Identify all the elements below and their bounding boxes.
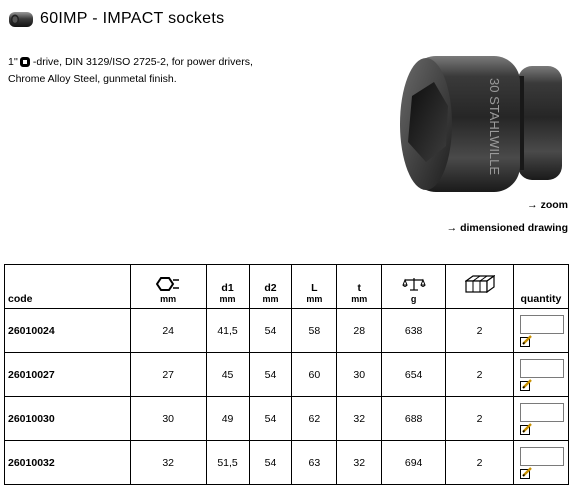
cell-quantity <box>513 397 568 441</box>
cell-l: 60 <box>292 353 337 397</box>
cell-packaging: 2 <box>446 309 514 353</box>
d2-label: d2 <box>264 282 277 294</box>
table-row <box>5 397 569 441</box>
cell-l: 63 <box>292 441 337 485</box>
cell-d2: 54 <box>249 441 292 485</box>
l-label: L <box>311 282 318 294</box>
column-header-l <box>292 265 337 309</box>
description-line-2: Chrome Alloy Steel, gunmetal finish. <box>8 73 177 85</box>
quantity-input[interactable] <box>520 359 564 378</box>
arrow-right-icon: → <box>446 222 458 234</box>
column-header-t <box>337 265 382 309</box>
cell-t: 30 <box>337 353 382 397</box>
cell-packaging: 2 <box>446 397 514 441</box>
impact-socket-image <box>390 50 568 200</box>
t-unit: mm <box>351 294 368 304</box>
drive-size: 1'' <box>8 56 18 68</box>
hex-wrench-size-icon <box>156 277 180 291</box>
edit-pencil-icon[interactable] <box>520 379 532 391</box>
edit-pencil-icon[interactable] <box>520 467 532 479</box>
detail-links <box>447 199 568 234</box>
cell-d1: 49 <box>206 397 249 441</box>
description-line-1 <box>8 54 308 71</box>
column-header-size <box>130 265 206 309</box>
socket-marking: 30 STAHLWILLE <box>487 78 502 176</box>
l-unit: mm <box>306 294 323 304</box>
sockets-table <box>4 264 569 485</box>
package-box-icon <box>465 275 495 293</box>
d1-unit: mm <box>219 294 236 304</box>
cell-code: 26010024 <box>5 309 131 353</box>
socket-icon <box>8 11 34 28</box>
cell-d2: 54 <box>249 353 292 397</box>
cell-code: 26010032 <box>5 441 131 485</box>
cell-packaging: 2 <box>446 353 514 397</box>
column-header-quantity: quantity <box>513 265 568 309</box>
cell-t: 32 <box>337 441 382 485</box>
column-header-code: code <box>5 265 131 309</box>
cell-size: 24 <box>130 309 206 353</box>
quantity-input[interactable] <box>520 315 564 334</box>
page-title: 60IMP - IMPACT sockets <box>40 10 225 27</box>
weight-unit: g <box>410 294 417 304</box>
cell-size: 30 <box>130 397 206 441</box>
edit-pencil-icon[interactable] <box>520 423 532 435</box>
cell-d1: 45 <box>206 353 249 397</box>
cell-d1: 51,5 <box>206 441 249 485</box>
edit-pencil-icon[interactable] <box>520 335 532 347</box>
cell-weight: 694 <box>382 441 446 485</box>
cell-size: 27 <box>130 353 206 397</box>
cell-weight: 638 <box>382 309 446 353</box>
column-header-packaging <box>446 265 514 309</box>
square-drive-icon <box>20 57 30 67</box>
zoom-link-label: zoom <box>540 199 568 211</box>
t-label: t <box>357 282 362 294</box>
cell-code: 26010030 <box>5 397 131 441</box>
cell-l: 58 <box>292 309 337 353</box>
cell-packaging: 2 <box>446 441 514 485</box>
cell-weight: 688 <box>382 397 446 441</box>
cell-d2: 54 <box>249 397 292 441</box>
cell-weight: 654 <box>382 353 446 397</box>
quantity-input[interactable] <box>520 447 564 466</box>
cell-d2: 54 <box>249 309 292 353</box>
page-header <box>8 6 224 32</box>
cell-quantity <box>513 441 568 485</box>
product-description <box>8 54 308 88</box>
cell-quantity <box>513 309 568 353</box>
column-header-d1 <box>206 265 249 309</box>
cell-quantity <box>513 353 568 397</box>
column-header-d2 <box>249 265 292 309</box>
d1-label: d1 <box>221 282 234 294</box>
description-line-1-text: -drive, DIN 3129/ISO 2725-2, for power drivers, <box>32 56 253 68</box>
size-unit: mm <box>160 294 177 304</box>
cell-code: 26010027 <box>5 353 131 397</box>
dimensioned-drawing-link[interactable] <box>447 222 568 234</box>
zoom-link[interactable] <box>447 199 568 211</box>
cell-t: 32 <box>337 397 382 441</box>
table-header-row <box>5 265 569 309</box>
cell-d1: 41,5 <box>206 309 249 353</box>
cell-size: 32 <box>130 441 206 485</box>
table-row <box>5 441 569 485</box>
arrow-right-icon: → <box>527 199 538 211</box>
column-header-weight <box>382 265 446 309</box>
table-row <box>5 309 569 353</box>
d2-unit: mm <box>262 294 279 304</box>
cell-t: 28 <box>337 309 382 353</box>
scale-icon <box>402 277 426 291</box>
table-row <box>5 353 569 397</box>
dimensioned-drawing-link-label: dimensioned drawing <box>460 222 568 234</box>
quantity-input[interactable] <box>520 403 564 422</box>
cell-l: 62 <box>292 397 337 441</box>
